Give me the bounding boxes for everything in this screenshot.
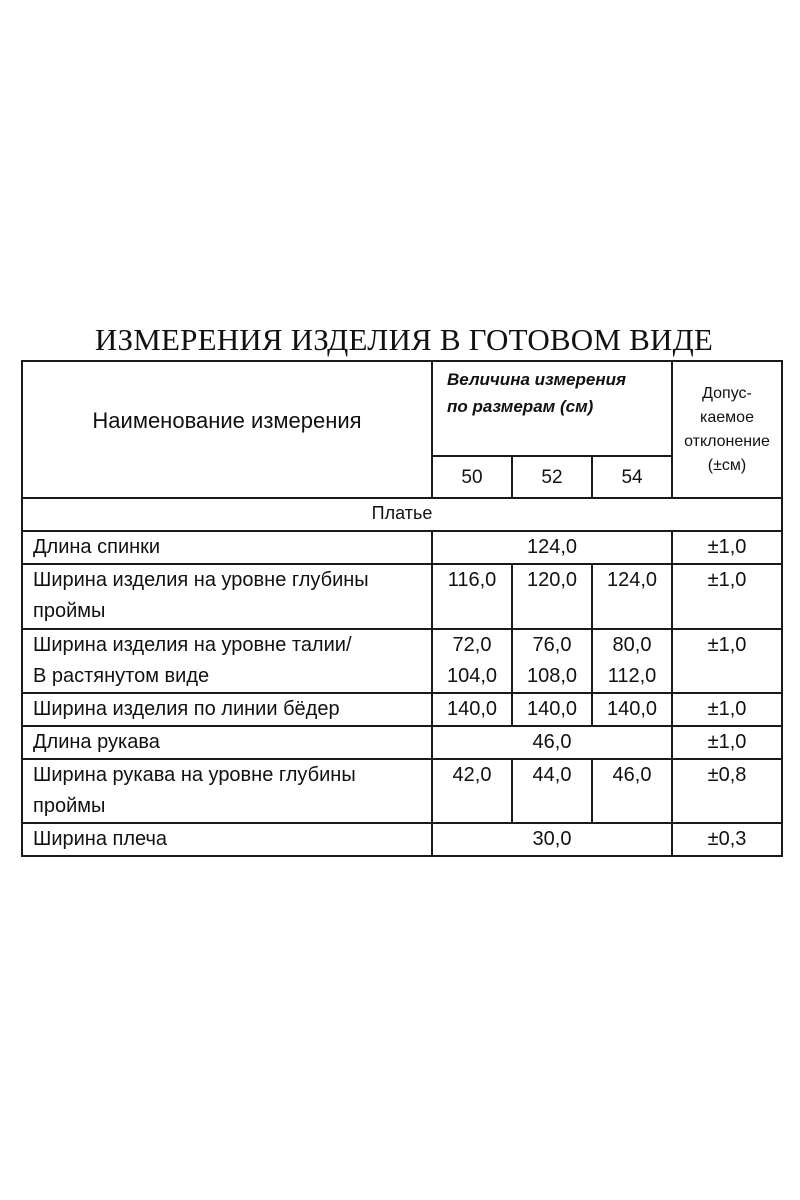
header-tolerance-line1: Допус-	[702, 384, 752, 402]
row-name	[22, 759, 432, 823]
row-name	[22, 629, 432, 693]
row-name-line1: Ширина изделия на уровне талии/	[33, 634, 352, 656]
header-tolerance-line4: (±см)	[707, 456, 747, 474]
table-row	[22, 823, 782, 856]
row-value-54: 140,0	[592, 693, 672, 726]
row-value-50	[432, 629, 512, 693]
row-value-54-line1: 80,0	[612, 634, 652, 656]
row-tolerance: ±1,0	[672, 564, 782, 629]
size-52: 52	[512, 456, 592, 498]
row-value-52-line2: 108,0	[526, 665, 578, 687]
row-name-line2: В растянутом виде	[33, 665, 210, 687]
row-value-50: 42,0	[432, 759, 512, 823]
row-value-52	[512, 629, 592, 693]
row-tolerance: ±1,0	[672, 693, 782, 726]
row-value: 30,0	[432, 823, 672, 856]
row-value-50-line2: 104,0	[446, 665, 498, 687]
row-name-line1: Ширина рукава на уровне глубины	[33, 764, 356, 786]
row-tolerance: ±1,0	[672, 726, 782, 759]
table-row	[22, 564, 782, 629]
table-row	[22, 693, 782, 726]
size-54: 54	[592, 456, 672, 498]
section-title: Платье	[22, 498, 782, 531]
row-tolerance: ±0,8	[672, 759, 782, 823]
header-sizes-cell	[432, 361, 672, 456]
header-tolerance-cell	[672, 361, 782, 498]
header-name-cell	[22, 361, 432, 498]
measurements-table	[21, 360, 783, 857]
page-title: ИЗМЕРЕНИЯ ИЗДЕЛИЯ В ГОТОВОМ ВИДЕ	[94, 322, 714, 357]
header-sizes-line2: по размерам (см)	[447, 397, 594, 416]
row-name	[22, 564, 432, 629]
row-value-54-line2: 112,0	[607, 665, 657, 687]
row-value-54: 46,0	[592, 759, 672, 823]
table-row	[22, 531, 782, 564]
header-name: Наименование измерения	[92, 408, 362, 433]
row-value-52: 140,0	[512, 693, 592, 726]
row-name-line2: проймы	[33, 600, 106, 622]
row-value-54: 124,0	[592, 564, 672, 629]
row-name: Ширина изделия по линии бёдер	[22, 693, 432, 726]
table-row	[22, 759, 782, 823]
row-value-50: 116,0	[432, 564, 512, 629]
section-row	[22, 498, 782, 531]
row-tolerance: ±0,3	[672, 823, 782, 856]
header-tolerance-line2: каемое	[700, 408, 754, 426]
row-name: Длина спинки	[22, 531, 432, 564]
header-tolerance-line3: отклонение	[684, 432, 770, 450]
row-value-50: 140,0	[432, 693, 512, 726]
table-row	[22, 629, 782, 693]
table-row	[22, 726, 782, 759]
row-name-line2: проймы	[33, 795, 106, 817]
header-row	[22, 361, 782, 456]
row-value: 46,0	[432, 726, 672, 759]
row-value-52: 44,0	[512, 759, 592, 823]
row-value-52: 120,0	[512, 564, 592, 629]
row-name: Ширина плеча	[22, 823, 432, 856]
row-name-line1: Ширина изделия на уровне глубины	[33, 569, 369, 591]
row-value-50-line1: 72,0	[452, 634, 492, 656]
row-tolerance: ±1,0	[672, 629, 782, 693]
row-name: Длина рукава	[22, 726, 432, 759]
row-value-52-line1: 76,0	[532, 634, 572, 656]
row-tolerance: ±1,0	[672, 531, 782, 564]
row-value-54	[592, 629, 672, 693]
row-value: 124,0	[432, 531, 672, 564]
size-50: 50	[432, 456, 512, 498]
header-sizes-line1: Величина измерения	[447, 370, 627, 389]
